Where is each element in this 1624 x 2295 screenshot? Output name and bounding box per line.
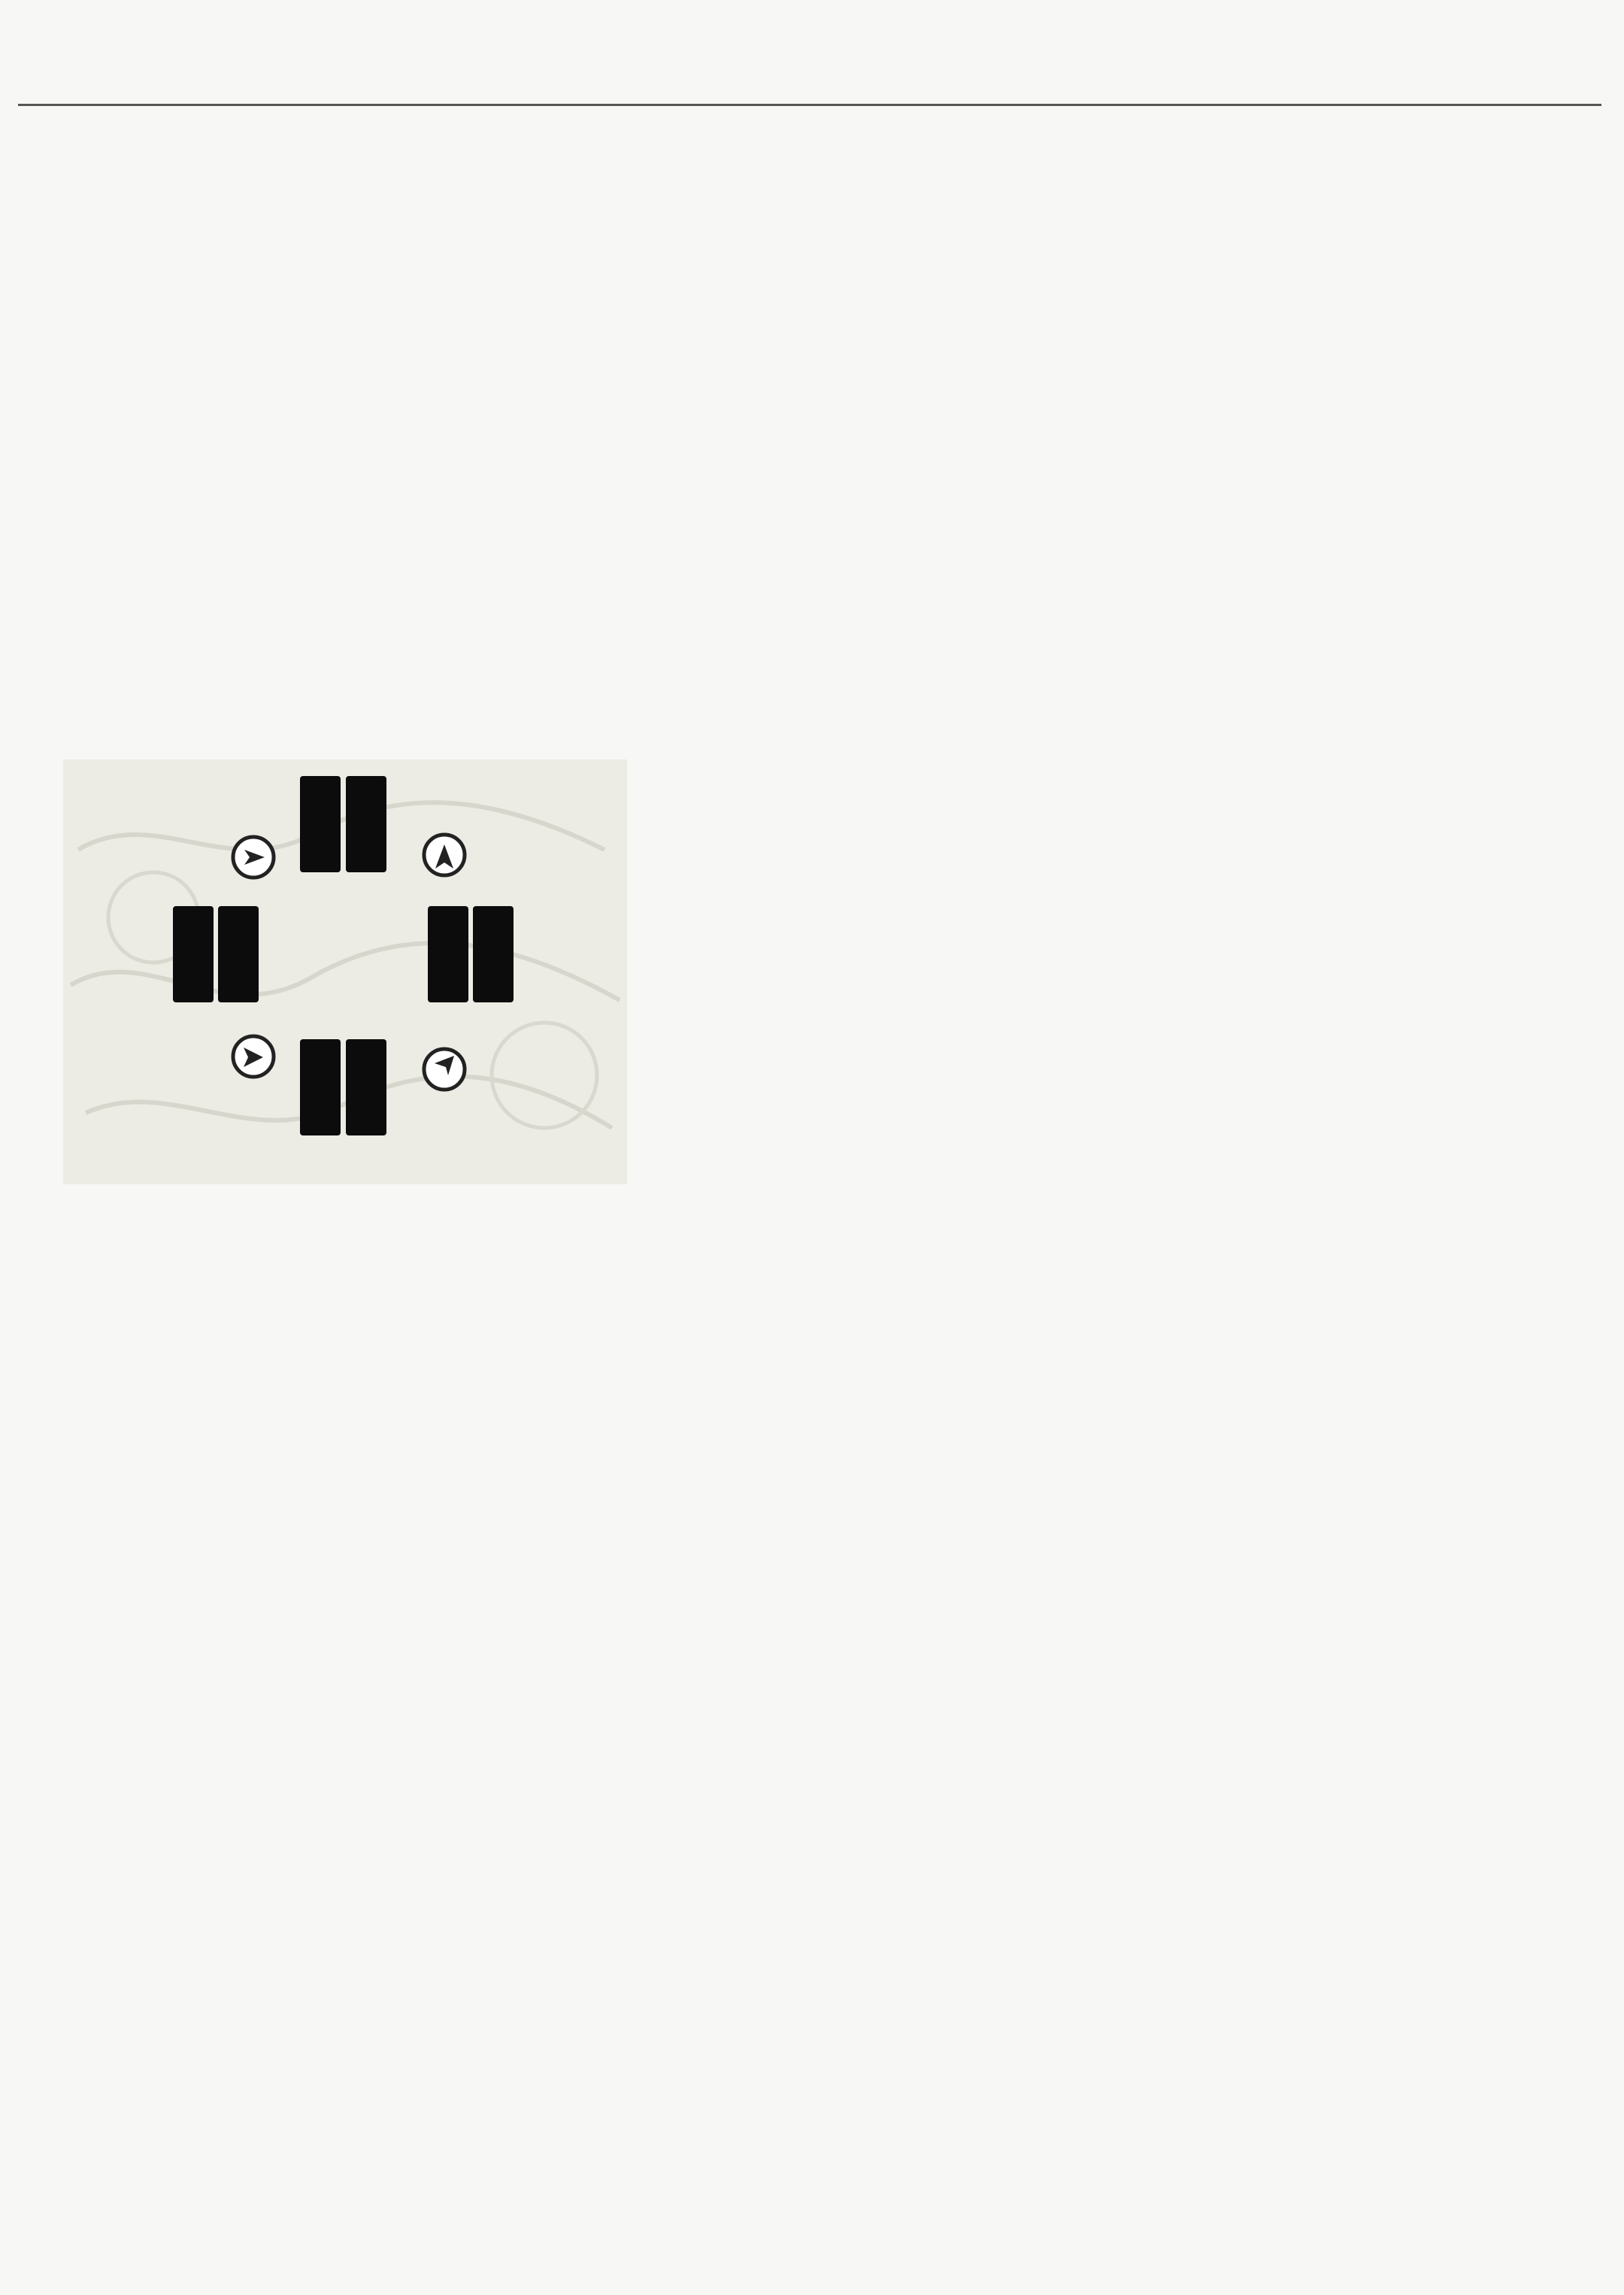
seating-diagram [63,759,627,1184]
counterclockwise-arrow-icon [424,835,465,875]
counterclockwise-arrow-icon [233,1036,274,1077]
counterclockwise-arrow-icon [233,837,274,878]
counterclockwise-arrow-icon [424,1049,465,1090]
top-rule [18,104,1601,106]
